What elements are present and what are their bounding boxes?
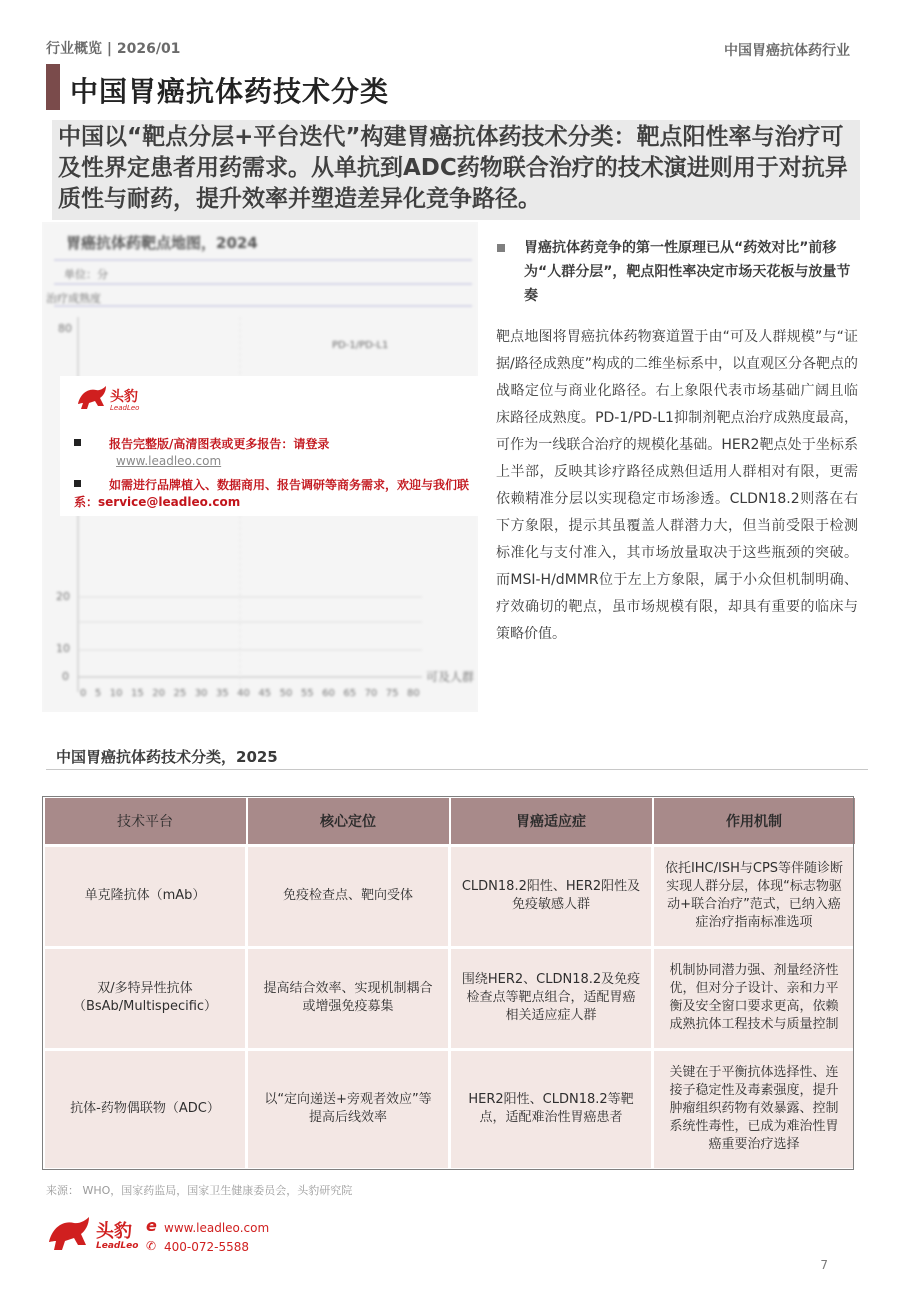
- promo-logo-subtext: LeadLeo: [110, 404, 140, 412]
- table-row: [44, 1049, 856, 1169]
- promo-line-login: [74, 436, 329, 470]
- table-header-cell: 技术平台: [44, 797, 247, 845]
- chart-y-label: 治疗成熟度: [46, 292, 101, 305]
- leopard-logo-icon: [46, 1214, 92, 1254]
- chart-x-tick: 35: [215, 688, 229, 699]
- table-cell: 关键在于平衡抗体选择性、连接子稳定性及毒素强度，提升肿瘤组织药物有效暴露、控制系统性毒性，已成为难治性胃癌重要治疗选择: [653, 1049, 856, 1169]
- table-title-divider: [46, 769, 868, 770]
- promo-email-link[interactable]: service@leadleo.com: [98, 495, 241, 509]
- table-header-cell: 胃癌适应症: [450, 797, 653, 845]
- chart-y-tick-10: 10: [56, 642, 70, 655]
- chart-x-tick: 15: [130, 688, 144, 699]
- table-cell: 围绕HER2、CLDN18.2及免疫检查点等靶点组合，适配胃癌相关适应症人群: [450, 947, 653, 1049]
- footer-brand-name: 头豹: [96, 1221, 132, 1242]
- chart-y-tick-20: 20: [56, 590, 70, 603]
- bullet-square-icon: [74, 439, 81, 446]
- table-cell: CLDN18.2阳性、HER2阳性及免疫敏感人群: [450, 845, 653, 947]
- header-report-name: 中国胃癌抗体药行业: [724, 43, 850, 59]
- chart-x-tick: 65: [343, 688, 357, 699]
- chart-x-tick: 45: [258, 688, 272, 699]
- table-title: 中国胃癌抗体药技术分类，2025: [56, 748, 278, 766]
- promo-logo-text: 头豹: [110, 389, 138, 405]
- table-cell: 提高结合效率、实现机制耦合或增强免疫募集: [247, 947, 450, 1049]
- phone-icon: ✆: [146, 1239, 157, 1253]
- source-note: 来源： WHO，国家药监局，国家卫生健康委员会，头豹研究院: [46, 1184, 353, 1197]
- chart-x-tick: 70: [364, 688, 378, 699]
- page-title: 中国胃癌抗体药技术分类: [70, 75, 390, 108]
- table-cell: 依托IHC/ISH与CPS等伴随诊断实现人群分层，体现“标志物驱动+联合治疗”范式，已纳入癌症治疗指南标准选项: [653, 845, 856, 947]
- table-cell: 双/多特异性抗体（BsAb/Multispecific）: [44, 947, 247, 1049]
- chart-y-tick-0: 0: [62, 670, 69, 683]
- table-cell: 机制协同潜力强、剂量经济性优，但对分子设计、亲和力平衡及安全窗口要求更高，依赖成熟抗体工程技术与质量控制: [653, 947, 856, 1049]
- chart-unit: 单位：分: [64, 268, 108, 281]
- chart-x-ticks: [80, 688, 420, 699]
- chart-point-label: PD-1/PD-L1: [332, 340, 389, 351]
- chart-x-tick: 0: [80, 688, 87, 699]
- chart-x-tick: 10: [109, 688, 123, 699]
- chart-x-tick: 80: [407, 688, 420, 699]
- chart-x-tick: 5: [94, 688, 102, 699]
- bullet-square-icon: [74, 480, 81, 487]
- table-cell: 以“定向递送+旁观者效应”等提高后线效率: [247, 1049, 450, 1169]
- table-header-cell: 作用机制: [653, 797, 856, 845]
- promo-contact-text: 如需进行品牌植入、数据商用、报告调研等商务需求，欢迎与我们联系：: [74, 478, 470, 509]
- analysis-paragraph: 靶点地图将胃癌抗体药物赛道置于由“可及人群规模”与“证据/路径成熟度”构成的二维坐标系中，以直观区分各靶点的战略定位与商业化路径。右上象限代表市场基础广阔且临床路径成熟度。PD-1/PD-L1抑制剂靶点治疗成熟度最高，可作为一线联合治疗的规模化基础。HER2靶点处于坐标系上半部，反映其诊疗路径成熟但适用人群相对有限，更需依赖精准分层以实现稳定市场渗透。CLDN18.2则落在右下方象限，提示其虽覆盖人群潜力大，但当前受限于检测标准化与支付准入，其市场放量取决于这些瓶颈的突破。而MSI-H/dMMR位于左上方象限，属于小众但机制明确、疗效确切的靶点，虽市场规模有限，却具有重要的临床与策略价值。: [496, 329, 858, 642]
- chart-x-label: 可及人群: [426, 670, 475, 684]
- web-e-icon: e: [146, 1216, 157, 1235]
- key-point-heading: 胃癌抗体药竞争的第一性原理已从“药效对比”前移为“人群分层”，靶点阳性率决定市场天花板与放量节奏: [524, 240, 851, 304]
- chart-x-tick: 60: [322, 688, 335, 699]
- classification-table: [42, 796, 857, 1171]
- bullet-square-icon: [497, 244, 505, 252]
- table-header-cell: 核心定位: [247, 797, 450, 845]
- leopard-logo-icon: [76, 384, 108, 412]
- chart-x-tick: 50: [279, 688, 293, 699]
- table-cell: 免疫检查点、靶向受体: [247, 845, 450, 947]
- promo-login-text: 报告完整版/高清图表或更多报告：请登录: [109, 437, 330, 451]
- header-section-date: 行业概览 | 2026/01: [46, 41, 181, 57]
- summary-text: 中国以“靶点分层+平台迭代”构建胃癌抗体药技术分类：靶点阳性率与治疗可及性界定患者用药需求。从单抗到ADC药物联合治疗的技术演进则用于对抗异质性与耐药，提升效率并塑造差异化竞争路径。: [58, 124, 848, 212]
- chart-x-tick: 30: [194, 688, 208, 699]
- login-promo-box: [60, 376, 480, 516]
- footer-brand-subtext: LeadLeo: [96, 1241, 139, 1251]
- table-cell: 单克隆抗体（mAb）: [44, 845, 247, 947]
- table-cell: HER2阳性、CLDN18.2等靶点，适配难治性胃癌患者: [450, 1049, 653, 1169]
- title-accent-bar: [46, 64, 60, 110]
- chart-x-tick: 75: [385, 688, 399, 699]
- footer-phone-number: 400-072-5588: [164, 1240, 250, 1254]
- page-number: 7: [820, 1258, 828, 1272]
- chart-x-tick: 25: [173, 688, 187, 699]
- promo-website-link[interactable]: www.leadleo.com: [116, 454, 222, 468]
- chart-x-tick: 40: [237, 688, 250, 699]
- footer-website-link[interactable]: www.leadleo.com: [164, 1221, 270, 1235]
- table-cell: 抗体-药物偶联物（ADC）: [44, 1049, 247, 1169]
- table-header-row: [44, 797, 856, 845]
- chart-title: 胃癌抗体药靶点地图，2024: [66, 234, 258, 252]
- promo-line-contact: [74, 477, 478, 511]
- table-row: [44, 845, 856, 947]
- table-row: [44, 947, 856, 1049]
- chart-y-top-tick: 80: [58, 322, 72, 335]
- chart-x-tick: 20: [152, 688, 165, 699]
- chart-x-tick: 55: [300, 688, 314, 699]
